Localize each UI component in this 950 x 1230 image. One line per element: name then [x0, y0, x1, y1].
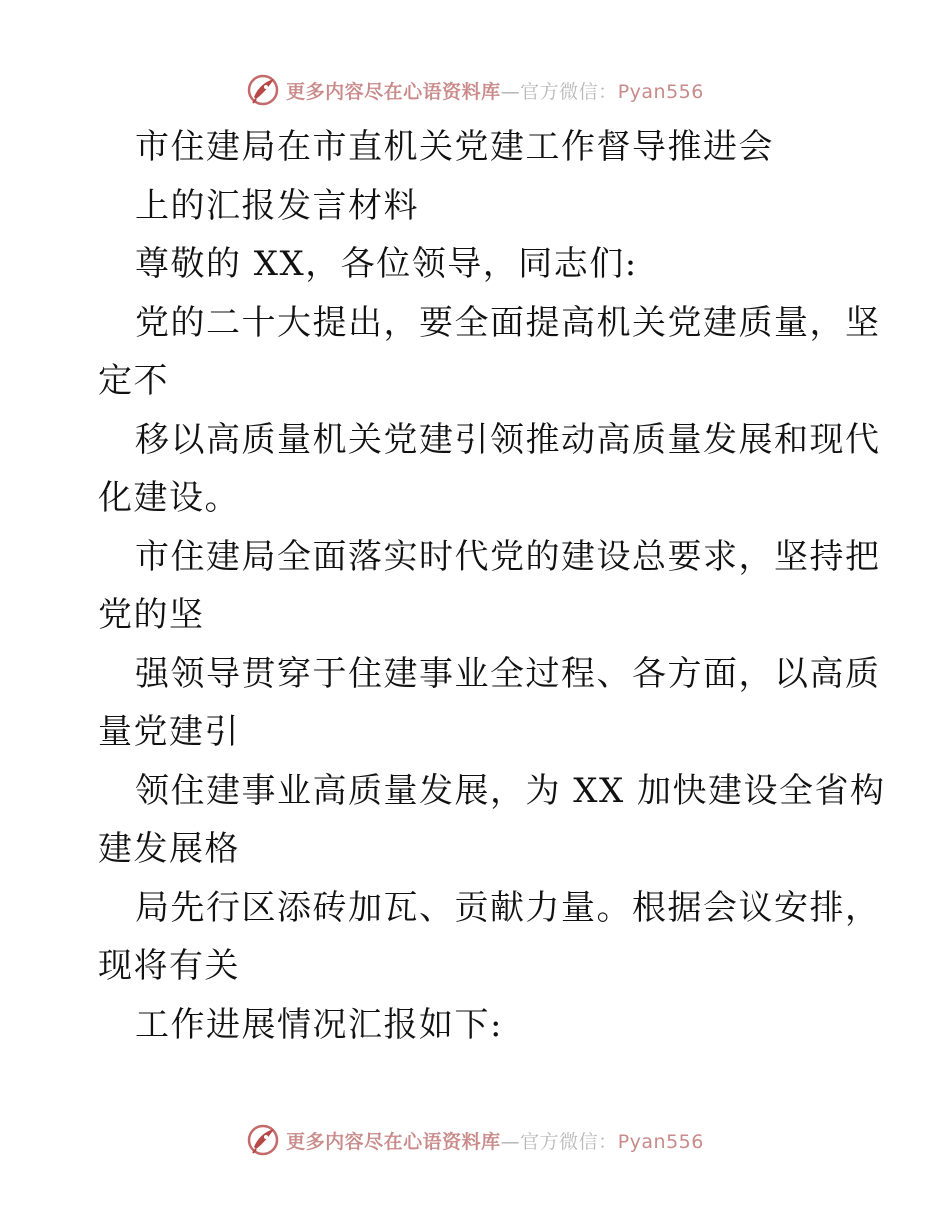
document-line: 工作进展情况汇报如下:	[135, 1004, 503, 1045]
document-line: 党的二十大提出，要全面提高机关党建质量，坚	[135, 302, 881, 343]
document-line: 现将有关	[98, 946, 240, 986]
document-line: 移以高质量机关党建引领推动高质量发展和现代	[135, 419, 881, 460]
footer-watermark	[0, 1120, 950, 1160]
watermark-text	[286, 77, 704, 104]
document-line: 市住建局全面落实时代党的建设总要求，坚持把	[135, 536, 881, 577]
document-line: 定不	[98, 361, 169, 401]
document-line: 上的汇报发言材料	[135, 185, 419, 226]
watermark-wechat-id: Pyan556	[617, 80, 704, 103]
document-line: 尊敬的 XX，各位领导，同志们:	[135, 244, 638, 284]
header-watermark	[0, 70, 950, 110]
document-line: 市住建局在市直机关党建工作督导推进会	[135, 127, 774, 167]
pen-logo-icon	[246, 73, 280, 107]
pen-logo-icon	[246, 1123, 280, 1157]
watermark-site-name: 更多内容尽在心语资料库	[286, 1130, 501, 1153]
document-line: 局先行区添砖加瓦、贡献力量。根据会议安排，	[135, 887, 881, 928]
document-line: 量党建引	[98, 712, 240, 752]
document-body	[98, 118, 886, 1054]
document-line: 领住建事业高质量发展，为 XX 加快建设全省构	[135, 770, 886, 811]
document-line: 化建设。	[98, 478, 240, 518]
watermark-dash: —	[500, 1130, 521, 1153]
watermark-wechat-label: 官方微信：	[520, 80, 618, 103]
watermark-site-name: 更多内容尽在心语资料库	[286, 80, 501, 103]
watermark-dash: —	[500, 80, 521, 103]
watermark-text	[286, 1127, 704, 1154]
document-line: 强领导贯穿于住建事业全过程、各方面，以高质	[135, 653, 881, 694]
document-line: 党的坚	[98, 595, 205, 635]
watermark-wechat-id: Pyan556	[617, 1130, 704, 1153]
watermark-wechat-label: 官方微信：	[520, 1130, 618, 1153]
document-line: 建发展格	[98, 829, 240, 869]
